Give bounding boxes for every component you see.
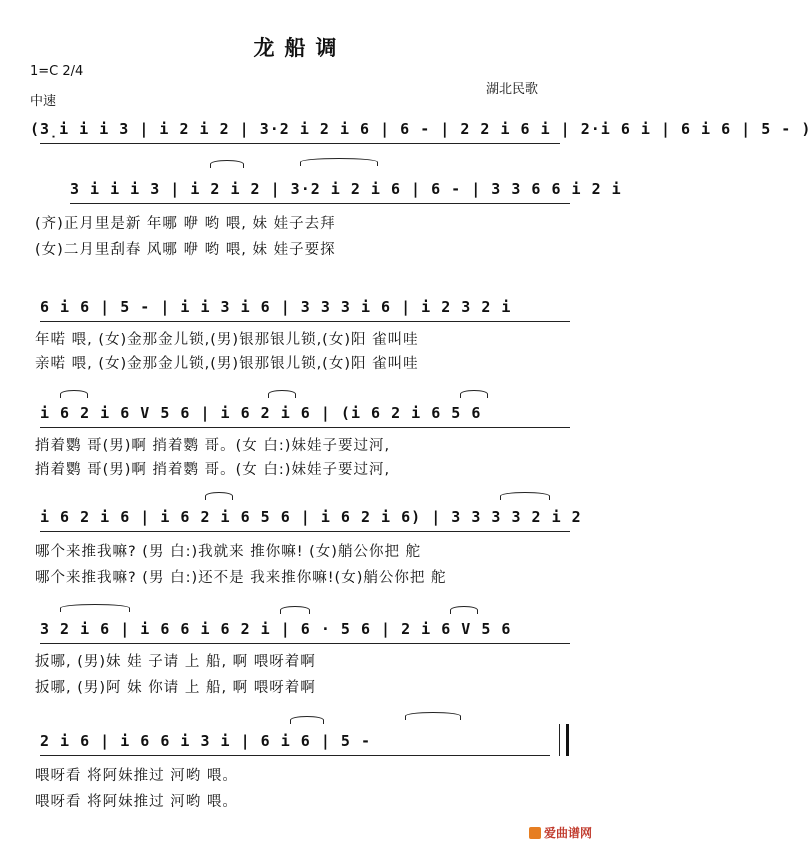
slur-mark <box>60 604 130 612</box>
beam-line <box>40 643 570 644</box>
notation-line: (3̣i i i 3 | i 2 i 2 | 3·2 i 2 i 6 | 6 - | 2 2 i 6 i | 2·i 6 i | 6 i 6 | 5 - ) <box>30 120 811 138</box>
slur-mark <box>205 492 233 500</box>
beam-line <box>40 321 570 322</box>
final-barline <box>566 724 569 756</box>
beam-line <box>40 143 560 144</box>
watermark-text: 爱曲谱网 <box>543 826 592 840</box>
lyric-verse-1: 喂呀看 将阿妹推过 河哟 喂。 <box>35 768 238 784</box>
slur-mark <box>300 158 378 166</box>
music-note-icon <box>529 827 541 839</box>
notation-line: 2 i 6 | i 6 6 i 3 i | 6 i 6 | 5 - <box>40 732 372 750</box>
slur-mark <box>60 390 88 398</box>
slur-mark <box>290 716 324 724</box>
final-barline-thin <box>559 724 560 756</box>
lyric-verse-1: 年喏 喂, (女)金那金儿锁,(男)银那银儿锁,(女)阳 雀叫哇 <box>35 332 419 348</box>
lyric-verse-2: (女)二月里刮春 风哪 咿 哟 喂, 妹 娃子要探 <box>35 242 336 258</box>
lyric-verse-2: 扳哪, (男)阿 妹 你请 上 船, 啊 喂呀着啊 <box>35 680 316 696</box>
lyric-verse-1: 扳哪, (男)妹 娃 子请 上 船, 啊 喂呀着啊 <box>35 654 316 670</box>
lyric-verse-1: 捎着鹦 哥(男)啊 捎着鹦 哥。(女 白:)妹娃子要过河, <box>35 438 391 454</box>
slur-mark <box>268 390 296 398</box>
beam-line <box>40 531 570 532</box>
slur-mark <box>405 712 461 720</box>
lyric-verse-2: 捎着鹦 哥(男)啊 捎着鹦 哥。(女 白:)妹娃子要过河, <box>35 462 391 478</box>
slur-mark <box>280 606 310 614</box>
slur-mark <box>210 160 244 168</box>
lyric-verse-2: 喂呀看 将阿妹推过 河哟 喂。 <box>35 794 238 810</box>
notation-line: 3 i i i 3 | i 2 i 2 | 3·2 i 2 i 6 | 6 - | 3 3 6 6 i 2 i <box>70 180 622 198</box>
lyric-verse-1: 哪个来推我嘛? (男 白:)我就来 推你嘛! (女)艄公你把 舵 <box>35 544 422 560</box>
key-signature: 1=C 2/4 <box>30 64 84 79</box>
notation-line: 3 2 i 6 | i 6 6 i 6 2 i | 6 · 5 6 | 2 i 6 V 5 6 <box>40 620 512 638</box>
beam-line <box>40 427 570 428</box>
site-watermark-logo <box>529 824 592 841</box>
song-title: 龙船调 <box>253 36 347 60</box>
beam-line <box>40 755 550 756</box>
beam-line <box>70 203 570 204</box>
notation-line: 6 i 6 | 5 - | i i 3 i 6 | 3 3 3 i 6 | i 2 3 2 i <box>40 298 512 316</box>
lyric-verse-2: 亲喏 喂, (女)金那金儿锁,(男)银那银儿锁,(女)阳 雀叫哇 <box>35 356 419 372</box>
notation-line: i 6 2 i 6 V 5 6 | i 6 2 i 6 | (i 6 2 i 6 5 6 <box>40 404 482 422</box>
lyric-verse-1: (齐)正月里是新 年哪 咿 哟 喂, 妹 娃子去拜 <box>35 216 336 232</box>
lyric-verse-2: 哪个来推我嘛? (男 白:)还不是 我来推你嘛!(女)艄公你把 舵 <box>35 570 447 586</box>
slur-mark <box>460 390 488 398</box>
tempo-marking: 中速 <box>30 94 57 109</box>
slur-mark <box>500 492 550 500</box>
notation-line: i 6 2 i 6 | i 6 2 i 6 5 6 | i 6 2 i 6) | 3 3 3 3 2 i 2 <box>40 508 582 526</box>
slur-mark <box>450 606 478 614</box>
song-source: 湖北民歌 <box>486 82 539 97</box>
